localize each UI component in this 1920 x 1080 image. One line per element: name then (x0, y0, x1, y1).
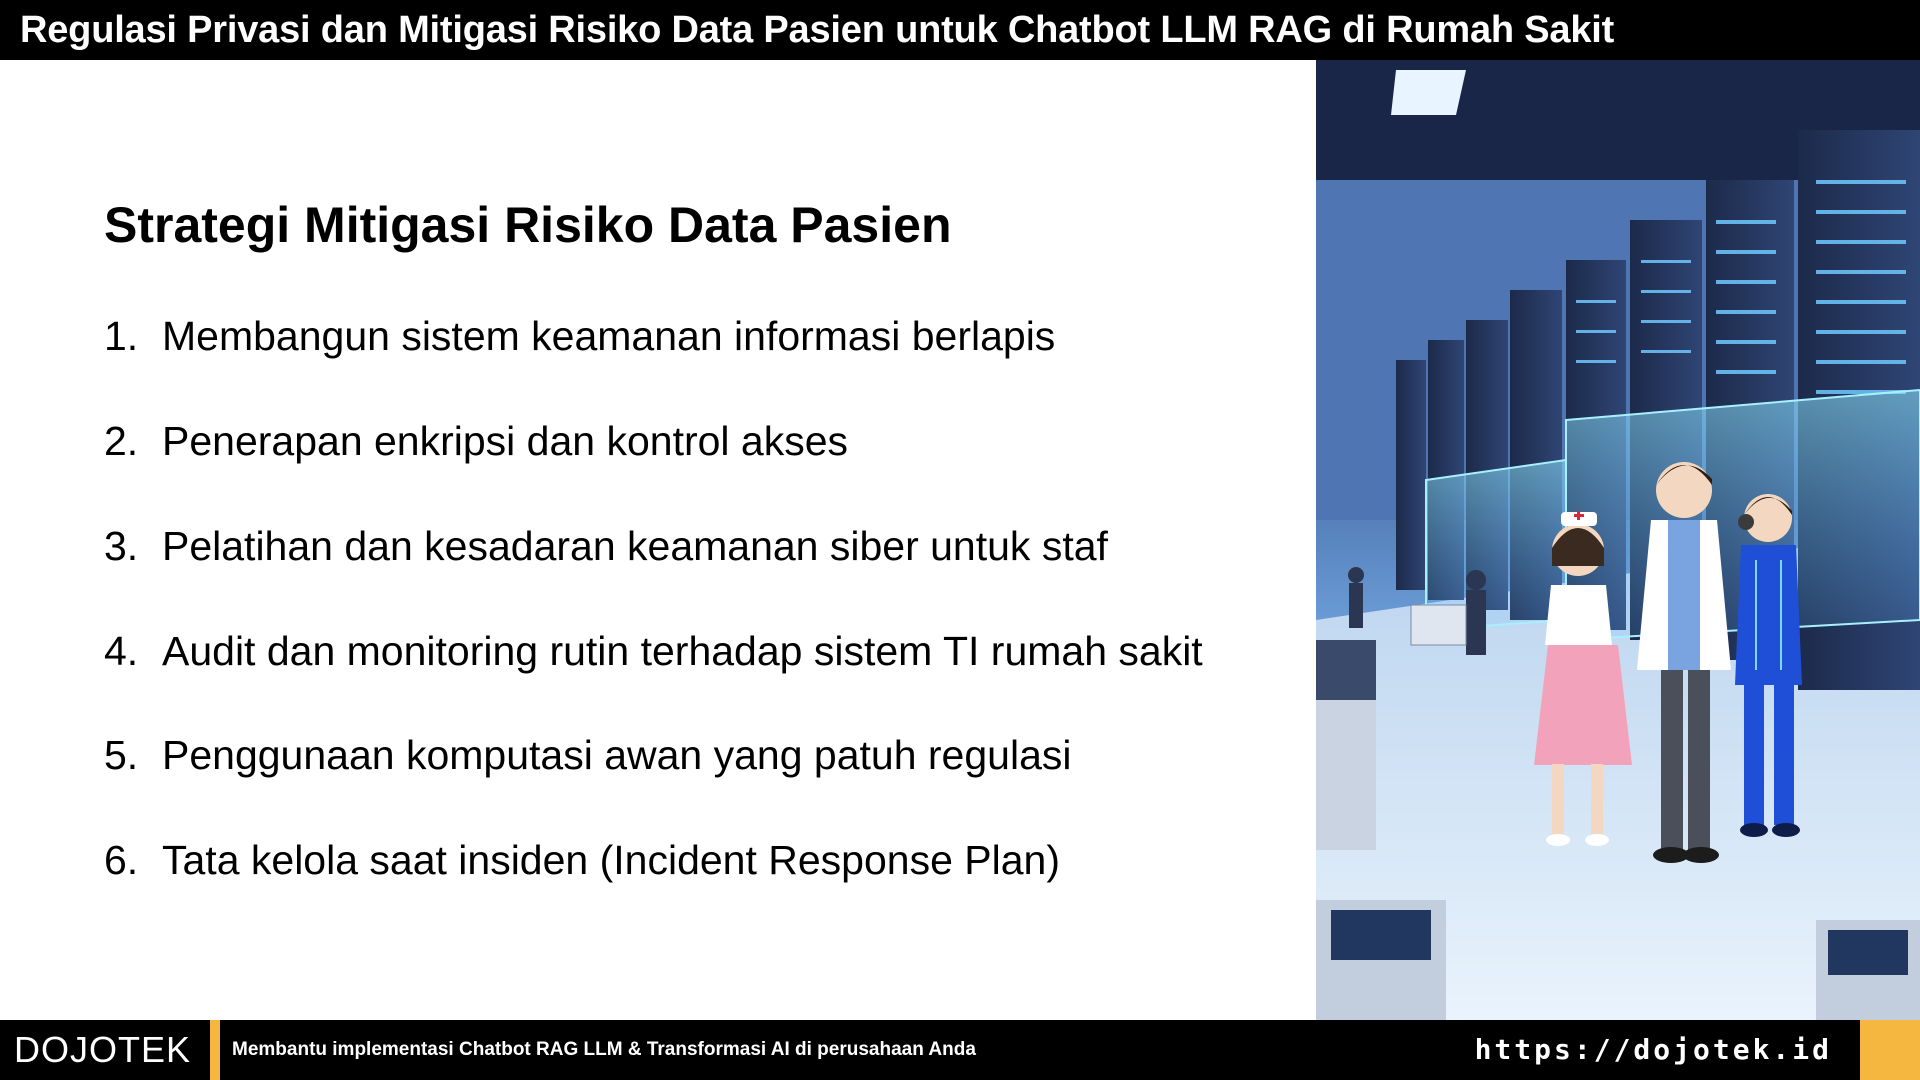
list-item-number: 6. (104, 837, 139, 883)
footer-tagline: Membantu implementasi Chatbot RAG LLM & Transformasi AI di perusahaan Anda (232, 1039, 976, 1060)
brand-logo: DOJOTEK (14, 1029, 192, 1070)
list-item (104, 832, 1060, 888)
list-item (104, 308, 1055, 364)
list-item-number: 4. (104, 628, 139, 674)
list-item-number: 2. (104, 418, 139, 464)
list-item-text: Pelatihan dan kesadaran keamanan siber untuk staf (162, 523, 1108, 569)
list-item (104, 518, 1108, 574)
list-item-number: 3. (104, 523, 139, 569)
list-item (104, 413, 848, 469)
list-item-number: 5. (104, 732, 139, 778)
list-item-text: Tata kelola saat insiden (Incident Response Plan) (162, 837, 1060, 883)
slide-title: Regulasi Privasi dan Mitigasi Risiko Data Pasien untuk Chatbot LLM RAG di Rumah Sakit (0, 0, 1920, 60)
list-item-text: Audit dan monitoring rutin terhadap sistem TI rumah sakit (162, 628, 1203, 674)
footer-bar (0, 1020, 1920, 1080)
list-item-text: Penggunaan komputasi awan yang patuh regulasi (162, 732, 1072, 778)
list-item-text: Penerapan enkripsi dan kontrol akses (162, 418, 849, 464)
website-link[interactable]: https://dojotek.id (1474, 1033, 1832, 1066)
server-room-illustration (1316, 60, 1920, 1020)
accent-block (1860, 1020, 1920, 1080)
server-room-medical-staff-icon (1316, 60, 1920, 1020)
list-item (104, 727, 1072, 783)
section-heading: Strategi Mitigasi Risiko Data Pasien (104, 197, 952, 253)
list-item-number: 1. (104, 313, 139, 359)
accent-divider (210, 1020, 220, 1080)
list-item-text: Membangun sistem keamanan informasi berlapis (162, 313, 1056, 359)
list-item (104, 623, 1203, 679)
main-content (104, 190, 1284, 883)
